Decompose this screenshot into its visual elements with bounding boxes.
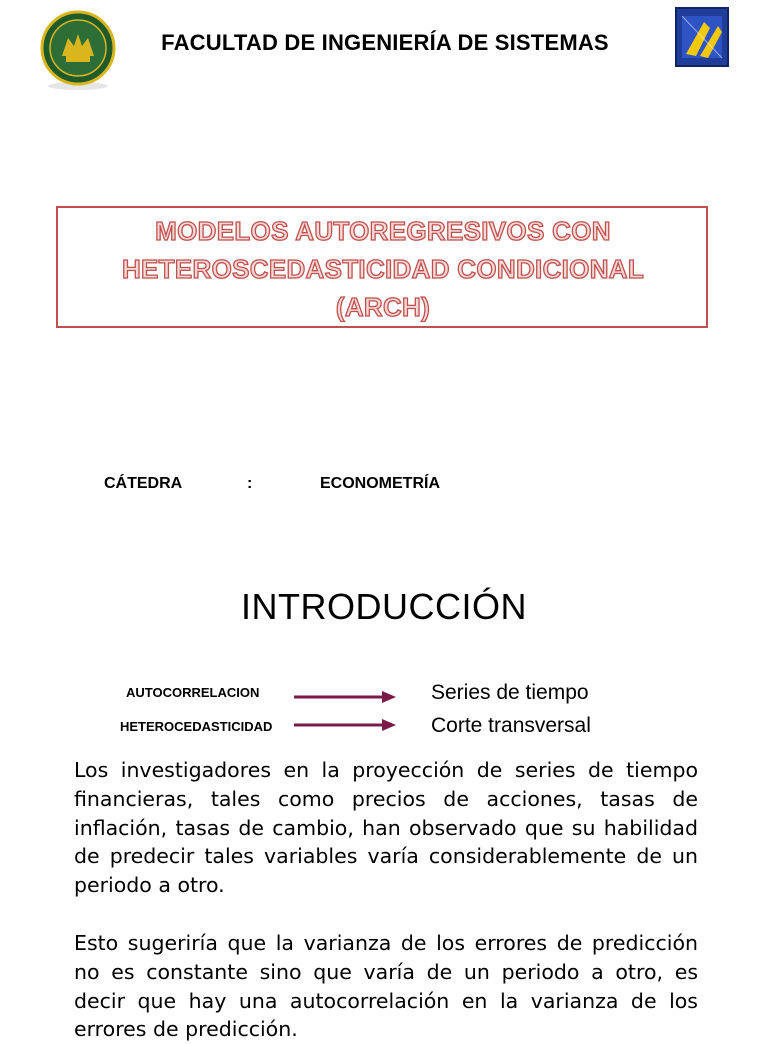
body-paragraph-1: Los investigadores en la proyección de series de tiempo financieras, tales como precios de acciones, tasas de inflación, tasas de cambio, han observado que su habilidad de predecir tales variables varía considerablemente de un periodo a otro. [74,758,698,898]
concept-term-heterocedasticidad: HETEROCEDASTICIDAD [120,719,273,734]
svg-text:· · · · ·: · · · · · [70,72,86,78]
concept-result-corte: Corte transversal [431,714,591,737]
right-arrow-icon [292,688,398,706]
title-line-1: MODELOS AUTOREGRESIVOS CON [155,216,611,246]
faculty-title: FACULTAD DE INGENIERÍA DE SISTEMAS [161,30,609,55]
section-heading: INTRODUCCIÓN [241,586,527,627]
concept-result-series: Series de tiempo [431,681,589,704]
faculty-logo-icon [674,6,730,68]
concept-term-autocorrelacion: AUTOCORRELACION [126,685,260,700]
body-paragraph-2: Esto sugeriría que la varianza de los errores de predicción no es constante sino que varía de un periodo a otro, es decir que hay una autocorrelación en la varianza de los errores de predicción. [74,931,698,1042]
document-title [58,212,708,326]
catedra-value: ECONOMETRÍA [320,475,440,492]
title-line-2: HETEROSCEDASTICIDAD CONDICIONAL [121,254,645,284]
university-seal-icon [38,10,118,90]
catedra-label: CÁTEDRA [104,475,183,492]
title-line-3: (ARCH) [335,292,431,322]
right-arrow-icon [292,716,398,734]
catedra-separator: : [247,475,253,492]
